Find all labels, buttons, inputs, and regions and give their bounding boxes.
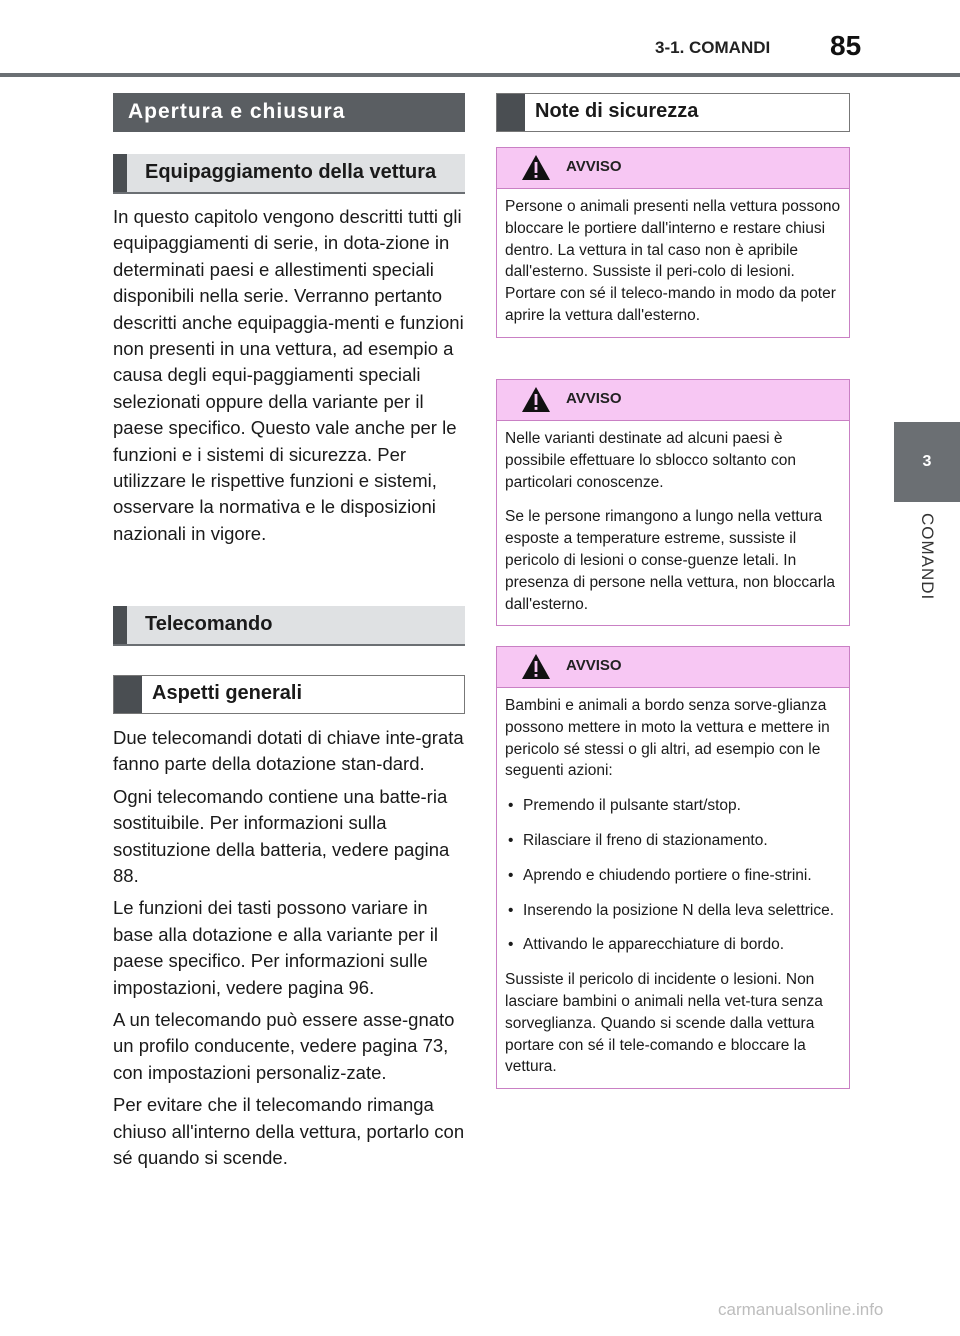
main-heading-block [113, 93, 465, 132]
sub-heading: Equipaggiamento della vettura [145, 161, 437, 183]
watermark: carmanualsonline.info [718, 1300, 884, 1319]
warning-text: Persone o animali presenti nella vettura possono bloccare le portiere dall'interno e restare chiusi dentro. La vettura in tal caso non è apribile dall'esterno. Sussiste il peri-colo di lesioni. Portare con sé il teleco-mando in modo da poter aprire la vettura dall'esterno. [505, 198, 841, 324]
warning-header [497, 380, 849, 421]
chapter-number: 3 [922, 453, 932, 470]
warning-title: AVVISO [566, 390, 622, 407]
warning-action-list [505, 795, 841, 956]
safety-heading-block [496, 93, 850, 132]
heading-accent-bar [113, 154, 127, 192]
warning-title: AVVISO [566, 657, 622, 674]
sub-heading-block [113, 154, 465, 194]
remote-text [113, 725, 465, 1178]
main-heading: Apertura e chiusura [128, 100, 346, 123]
intro-text [113, 204, 465, 553]
warning-triangle-icon [521, 153, 551, 181]
warning-header [497, 148, 849, 189]
warning-body [497, 421, 849, 625]
boxed-heading-block [113, 675, 465, 714]
list-item: • Inserendo la posizione N della leva selettrice. [505, 900, 841, 922]
section-heading-block [113, 606, 465, 646]
warning-text: Nelle varianti destinate ad alcuni paesi è possibile effettuare lo sblocco soltanto con particolari conoscenze. [505, 430, 796, 491]
page-number: 85 [830, 30, 862, 61]
warning-header [497, 647, 849, 688]
warning-box-1 [496, 147, 850, 338]
warning-title: AVVISO [566, 158, 622, 175]
section-heading: Telecomando [145, 613, 273, 635]
paragraph: Ogni telecomando contiene una batte-ria sostituibile. Per informazioni sulla sostituzione della batteria, vedere pagina 88. [113, 785, 450, 887]
heading-accent-bar [497, 94, 525, 131]
running-header-section: 3-1. COMANDI [655, 38, 771, 57]
chapter-label-container [894, 502, 960, 612]
list-item: • Rilasciare il freno di stazionamento. [505, 830, 841, 852]
list-item: • Attivando le apparecchiature di bordo. [505, 934, 841, 956]
warning-body [497, 189, 849, 337]
heading-accent-bar [114, 676, 142, 713]
paragraph: Per evitare che il telecomando rimanga chiuso all'interno della vettura, portarlo con sé quando si scende. [113, 1094, 465, 1169]
warning-triangle-icon [521, 385, 551, 413]
warning-body [497, 688, 849, 1088]
paragraph: Le funzioni dei tasti possono variare in base alla dotazione e alla variante per il paese specifico. Per informazioni sulle impostazioni, vedere pagina 96. [113, 897, 438, 998]
warning-text: Bambini e animali a bordo senza sorve-glianza possono mettere in moto la vettura e mettere in pericolo sé stessi o gli altri, ad esempio con le seguenti azioni: [505, 697, 830, 780]
paragraph: A un telecomando può essere asse-gnato un profilo conducente, vedere pagina 73, con impostazioni personaliz-zate. [113, 1009, 455, 1083]
warning-box-3 [496, 646, 850, 1089]
list-item: • Aprendo e chiudendo portiere o fine-strini. [505, 865, 841, 887]
safety-heading: Note di sicurezza [535, 100, 699, 122]
list-item: • Premendo il pulsante start/stop. [505, 795, 841, 817]
warning-text: Se le persone rimangono a lungo nella vettura esposte a temperature estreme, sussiste il pericolo di lesioni o conse-guenze letali. In presenza di persone nella vettura, non bloccarla dall'esterno. [505, 508, 836, 613]
chapter-label: COMANDI [918, 513, 937, 601]
warning-text: Sussiste il pericolo di incidente o lesioni. Non lasciare bambini o animali nella vet-tura senza sorveglianza. Quando si scende dalla vettura portare con sé il tele-comando e bloccare la vettura. [505, 971, 823, 1076]
boxed-heading: Aspetti generali [152, 682, 303, 704]
intro-paragraph: In questo capitolo vengono descritti tutti gli equipaggiamenti di serie, in dota-zione in determinati paesi e allestimenti speciali disponibili nella serie. Verranno pertanto descritti anche equipaggia-menti e funzioni non presenti in una vettura, ad esempio a causa degli equi-paggiamenti speciali selezionati oppure della variante per il paese specifico. Questo vale anche per le funzioni e i sistemi di sicurezza. Per utilizzare le rispettive funzioni e sistemi, osservare la normativa e le disposizioni nazionali in vigore. [113, 206, 464, 544]
paragraph: Due telecomandi dotati di chiave inte-grata fanno parte della dotazione stan-dard. [113, 727, 464, 775]
warning-box-2 [496, 379, 850, 626]
warning-triangle-icon [521, 652, 551, 680]
heading-accent-bar [113, 606, 127, 644]
header-divider [0, 73, 960, 77]
chapter-tab [894, 422, 960, 502]
